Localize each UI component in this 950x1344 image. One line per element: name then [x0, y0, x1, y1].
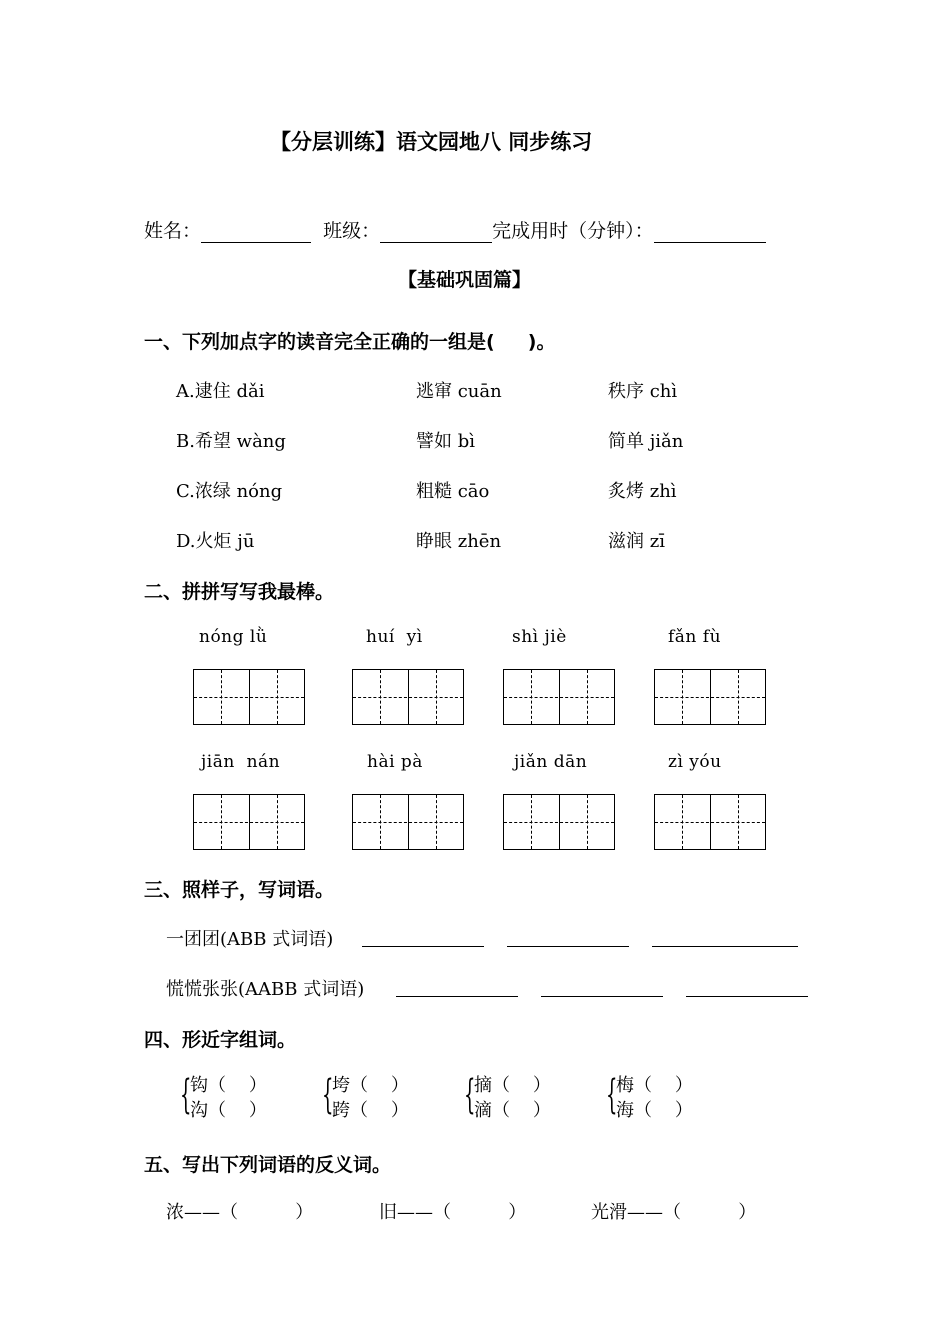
blank-paren[interactable]: （ ）	[350, 1100, 409, 1121]
time-blank[interactable]	[654, 222, 766, 243]
blank-paren[interactable]: （ ）	[350, 1075, 409, 1096]
q1-option-a-1: A.逮住 dǎi	[176, 381, 265, 402]
antonym-item-1[interactable]: 浓——（ ）	[166, 1202, 314, 1223]
antonym-item-2[interactable]: 旧——（ ）	[379, 1202, 527, 1223]
q4-heading: 四、形近字组词。	[144, 1029, 297, 1051]
brace-icon: {	[606, 1072, 618, 1118]
writing-grid[interactable]	[352, 794, 464, 850]
blank-paren[interactable]: （ ）	[208, 1075, 267, 1096]
pinyin-3: shì jiè	[512, 627, 567, 647]
q1-heading: 一、下列加点字的读音完全正确的一组是( )。	[144, 331, 556, 353]
name-label: 姓名：	[144, 220, 202, 242]
blank-paren[interactable]: （ ）	[208, 1100, 267, 1121]
char: 梅	[616, 1075, 634, 1096]
pinyin-4: fǎn fù	[668, 627, 722, 647]
pinyin-2: huí yì	[366, 627, 423, 647]
antonym-item-3[interactable]: 光滑——（ ）	[591, 1202, 757, 1223]
q1-option-c-3: 炙烤 zhì	[608, 481, 677, 502]
q1-option-d-1: D.火炬 jū	[176, 531, 255, 552]
writing-grid[interactable]	[352, 669, 464, 725]
char-pair	[474, 1073, 551, 1123]
brace-icon: {	[464, 1072, 476, 1118]
char: 滴	[474, 1100, 492, 1121]
char: 跨	[332, 1100, 350, 1121]
time-label: 完成用时（分钟）：	[492, 220, 654, 242]
answer-line[interactable]	[652, 946, 798, 947]
char: 沟	[190, 1100, 208, 1121]
q5-heading: 五、写出下列词语的反义词。	[144, 1154, 392, 1176]
writing-grid[interactable]	[193, 669, 305, 725]
pinyin-5: jiān nán	[201, 752, 281, 772]
writing-grid[interactable]	[654, 669, 766, 725]
char: 摘	[474, 1075, 492, 1096]
brace-icon: {	[322, 1072, 334, 1118]
page-title: 【分层训练】语文园地八 同步练习	[270, 130, 593, 154]
writing-grid[interactable]	[193, 794, 305, 850]
q3-heading: 三、照样子，写词语。	[144, 879, 335, 901]
answer-line[interactable]	[507, 946, 629, 947]
q1-option-c-1: C.浓绿 nóng	[176, 481, 283, 502]
char-pair	[332, 1073, 409, 1123]
q3-abb-prompt: 一团团(ABB 式词语)	[166, 929, 334, 950]
answer-line[interactable]	[396, 996, 518, 997]
blank-paren[interactable]: （ ）	[492, 1075, 551, 1096]
pinyin-1: nóng lǜ	[199, 627, 268, 647]
q1-option-d-3: 滋润 zī	[608, 531, 665, 552]
pinyin-6: hài pà	[367, 752, 423, 772]
answer-line[interactable]	[686, 996, 808, 997]
char-pair	[190, 1073, 267, 1123]
answer-line[interactable]	[362, 946, 484, 947]
q1-option-a-3: 秩序 chì	[608, 381, 678, 402]
brace-icon: {	[180, 1072, 192, 1118]
student-info-line	[144, 216, 766, 243]
section-subtitle: 【基础巩固篇】	[398, 269, 532, 291]
q1-option-d-2: 睁眼 zhēn	[416, 531, 502, 552]
blank-paren[interactable]: （ ）	[492, 1100, 551, 1121]
q1-option-b-3: 简单 jiǎn	[608, 431, 684, 452]
blank-paren[interactable]: （ ）	[634, 1075, 693, 1096]
name-blank[interactable]	[201, 222, 311, 243]
char: 海	[616, 1100, 634, 1121]
class-label: 班级：	[323, 220, 381, 242]
char: 垮	[332, 1075, 350, 1096]
q2-heading: 二、拼拼写写我最棒。	[144, 581, 335, 603]
pinyin-8: zì yóu	[668, 752, 722, 772]
answer-line[interactable]	[541, 996, 663, 997]
q1-option-a-2: 逃窜 cuān	[416, 381, 502, 402]
q1-option-c-2: 粗糙 cāo	[416, 481, 490, 502]
writing-grid[interactable]	[503, 669, 615, 725]
char: 钩	[190, 1075, 208, 1096]
q1-option-b-1: B.希望 wàng	[176, 431, 286, 452]
writing-grid[interactable]	[654, 794, 766, 850]
q3-aabb-prompt: 慌慌张张(AABB 式词语)	[166, 979, 365, 1000]
char-pair	[616, 1073, 693, 1123]
class-blank[interactable]	[380, 222, 492, 243]
pinyin-7: jiǎn dān	[514, 752, 588, 772]
q1-option-b-2: 譬如 bì	[416, 431, 476, 452]
writing-grid[interactable]	[503, 794, 615, 850]
blank-paren[interactable]: （ ）	[634, 1100, 693, 1121]
